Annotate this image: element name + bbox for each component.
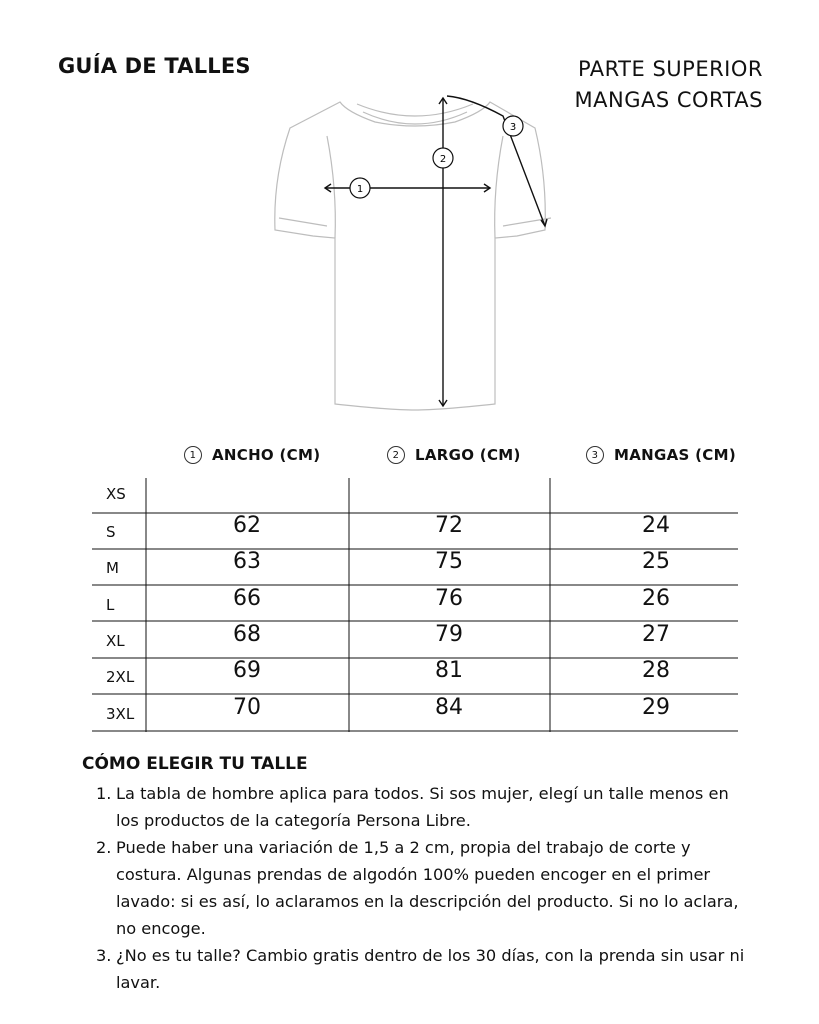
howto-list [96,780,746,996]
subtitle-line-1: PARTE SUPERIOR [577,57,763,81]
size-label-s: S [106,523,116,541]
size-label-xl: XL [106,632,125,650]
size-label-3xl: 3XL [106,705,135,723]
page-subtitle [575,54,764,116]
tshirt-diagram [265,88,565,418]
marker-3 [503,116,523,136]
cell-ancho-m: 63 [233,549,261,574]
list-item-number: 2. [96,838,112,857]
cell-ancho-l: 66 [233,586,261,611]
list-item-text: La tabla de hombre aplica para todos. Si sos mujer, elegí un talle menos en los productos de la categoría Persona Libre. [116,784,729,830]
tshirt-outline [275,102,545,410]
list-item-text: Puede haber una variación de 1,5 a 2 cm, propia del trabajo de corte y costura. Algunas prendas de algodón 100% pueden encoger en el primer lavado: si es así, lo aclaramos en la descripción del producto. Si no lo aclara, no encoge. [116,838,739,938]
svg-text:1: 1 [356,184,364,195]
cell-largo-s: 72 [435,513,463,538]
list-item-number: 3. [96,946,112,965]
cell-ancho-xl: 68 [233,622,261,647]
size-label-l: L [106,596,115,614]
page-title: GUÍA DE TALLES [58,54,251,78]
list-item-number: 1. [96,784,112,803]
cell-ancho-s: 62 [233,513,261,538]
size-label-m: M [106,559,119,577]
cell-mangas-3xl: 29 [642,695,670,720]
cell-ancho-3xl: 70 [233,695,261,720]
size-label-2xl: 2XL [106,668,135,686]
list-item [96,942,746,996]
cell-ancho-2xl: 69 [233,658,261,683]
column-header-label: ANCHO (CM) [212,446,321,464]
cell-mangas-xl: 27 [642,622,670,647]
svg-text:2: 2 [439,154,447,165]
svg-text:3: 3 [509,122,517,133]
subtitle-line-2: MANGAS CORTAS [574,88,763,112]
column-header-largo [387,446,521,464]
cell-mangas-m: 25 [642,549,670,574]
column-header-label: LARGO (CM) [415,446,521,464]
cell-largo-xl: 79 [435,622,463,647]
cell-largo-3xl: 84 [435,695,463,720]
size-label-xs: XS [106,485,126,503]
cell-mangas-2xl: 28 [642,658,670,683]
marker-2 [433,148,453,168]
cell-mangas-s: 24 [642,513,670,538]
column-header-ancho [184,446,320,464]
column-header-mangas [586,446,736,464]
list-item-text: ¿No es tu talle? Cambio gratis dentro de los 30 días, con la prenda sin usar ni lavar. [116,946,745,992]
list-item [96,780,746,834]
column-number-badge: 1 [184,446,202,464]
tshirt-collar [357,104,473,116]
cell-mangas-l: 26 [642,586,670,611]
column-number-badge: 3 [586,446,604,464]
howto-title: CÓMO ELEGIR TU TALLE [82,754,308,774]
column-number-badge: 2 [387,446,405,464]
list-item [96,834,746,942]
column-header-label: MANGAS (CM) [614,446,736,464]
marker-1 [350,178,370,198]
cell-largo-m: 75 [435,549,463,574]
cell-largo-l: 76 [435,586,463,611]
cell-largo-2xl: 81 [435,658,463,683]
